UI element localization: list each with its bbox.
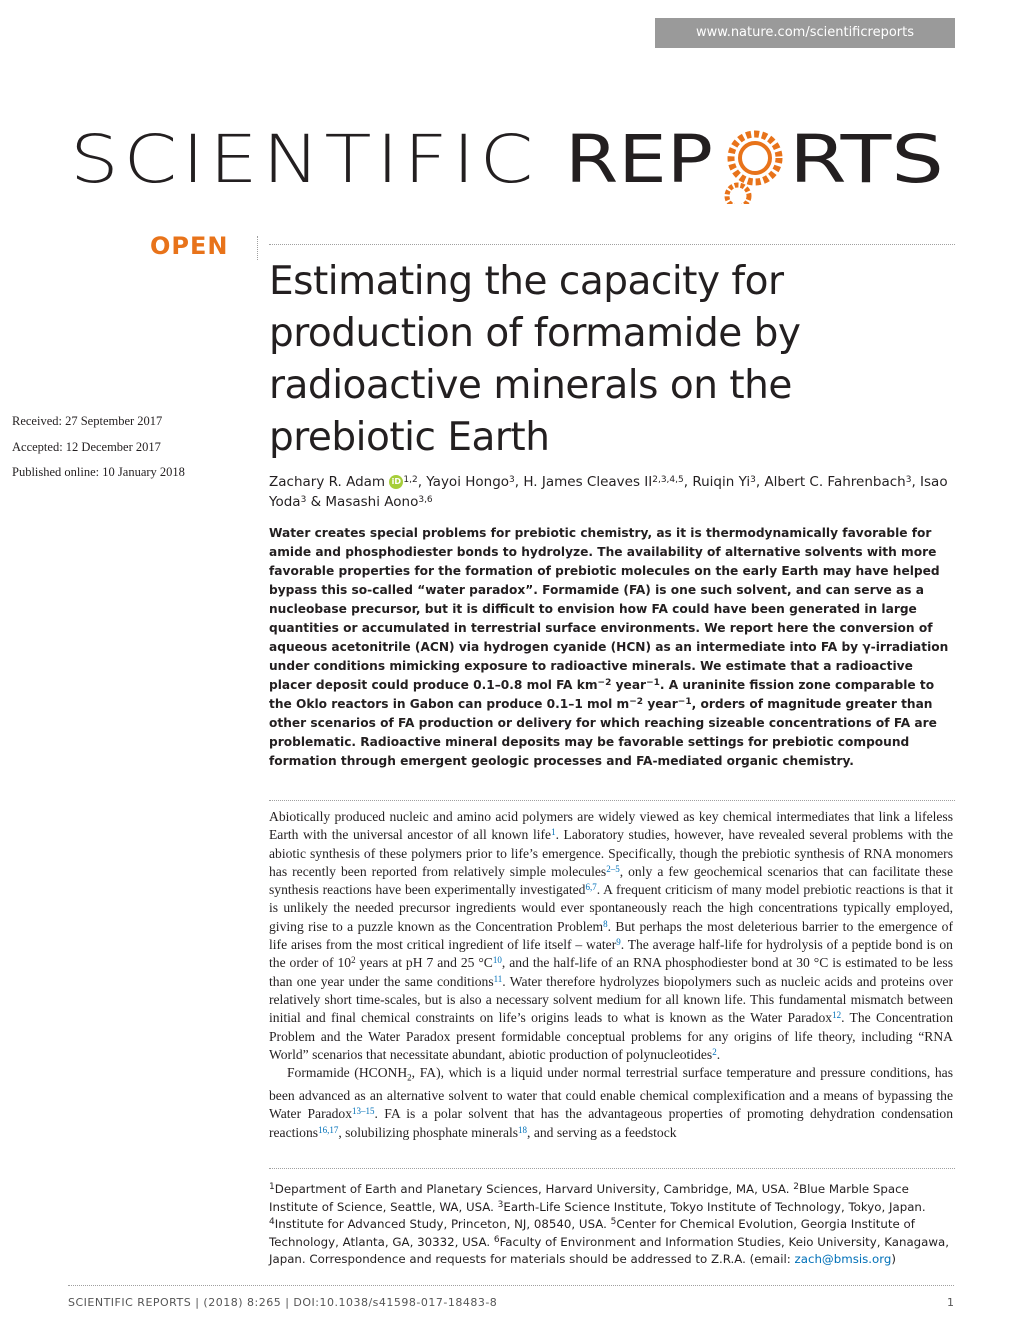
page-number: 1 (947, 1296, 954, 1309)
masthead-gear-icon (727, 134, 779, 204)
author-affil: 2,3,4,5 (652, 475, 684, 485)
author-name[interactable]: , Yayoi Hongo (417, 474, 510, 490)
abstract-text: Water creates special problems for prebiotic chemistry, as it is thermodynamically favorable for amide and phosphodiester bonds to hydrolyze. The availability of alternative solvents with more favorable properties for the formation of prebiotic molecules on the early Earth may have helped bypass this so-called “water paradox”. Formamide (FA) is one such solvent, and can serve as a nucleobase precursor, but it is difficult to envision how FA could have been generated in large quantities or accumulated in terrestrial surface environments. We report here the conversion of aqueous acetonitrile (ACN) via hydrogen cyanide (HCN) as an intermediate into FA by γ-irradiation under conditions mimicking exposure to radioactive minerals. We estimate that a radioactive placer deposit could produce 0.1–0.8 mol FA km (269, 526, 949, 692)
accepted-date: Accepted: 12 December 2017 (12, 440, 161, 454)
citation-link[interactable]: 11 (493, 973, 503, 984)
author-affil: 3 (509, 475, 515, 485)
abstract-text: year (611, 678, 647, 692)
citation-link[interactable]: 18 (518, 1124, 528, 1135)
author-name[interactable]: , Ruiqin Yi (683, 474, 751, 490)
body-paragraph: Abiotically produced nucleic and amino acid polymers are widely viewed as key chemical intermediates that link a lifeless Earth with the universal ancestor of all known life$^1$. Laboratory studies, however, have revealed several problems with the abiotic synthesis of these polymers prior to life’s emergence. Specifically, though the prebiotic synthesis of RNA monomers has recently been reported from relatively simple molecules$^{2-5}$, only a few geochemical scenarios that can facilitate these synthesis reactions have been experimentally investigated$^{6,7}$. A frequent criticism of many model prebiotic reactions is that it is unlikely the needed precursor ingredients would ever spontaneously reach the high concentrations typically employed, giving rise to a puzzle known as the Concentration Problem$^8$. But perhaps the most deleterious barrier to the emergence of life arises from the most critical ingredient of life itself – water$^9$. The average half-life for hydrolysis of a peptide bond is on the order of $10^2$ years at pH 7 and 25 °C$^{10}$, and the half-life of an RNA phosphodiester bond at 30 °C is estimated to be less than one year under the same conditions$^{11}$. Water therefore hydrolyzes biopolymers such as nucleic acids and proteins over relatively short time-scales, but is also a necessary solvent medium for all known life. This fundamental mismatch between initial and final chemical constraints on life’s origins leads to what is known as the Water Paradox$^{12}$. The Concentration Problem and the Water Paradox present formidable conceptual problems for any origins of life theory, including “RNA World” scenarios that necessitate abundant, abiotic production of polynucleotides$^2$. (269, 809, 954, 1062)
open-divider (257, 236, 258, 260)
author-affil: 3 (905, 475, 912, 485)
abstract-exponent: −1 (677, 697, 692, 707)
citation-link[interactable]: 1 (551, 827, 556, 838)
author-affil: 3 (750, 475, 756, 485)
masthead-word-rts: RTS (789, 121, 944, 198)
author-name[interactable]: Zachary R. Adam (269, 474, 386, 490)
affiliations: $^1$Department of Earth and Planetary Sciences, Harvard University, Cambridge, MA, USA. $^2$Blue Marble Space Institute of Science, Seattle, WA, USA. $^3$Earth-Life Science Institute, Tokyo Institute of Technology, Tokyo, Japan. $^4$Institute for Advanced Study, Princeton, NJ, 08540, USA. $^5$Center for Chemical Evolution, Georgia Institute of Technology, Atlanta, GA, 30332, USA. $^6$Faculty of Environment and Information Studies, Keio University, Kanagawa, Japan. Correspondence and requests for materials should be addressed to Z.R.A. (email: zach@bmsis.org) (269, 1182, 950, 1266)
received-date: Received: 27 September 2017 (12, 414, 163, 428)
journal-url-bar[interactable] (655, 18, 955, 48)
footer-journal: SCIENTIFIC REPORTS (68, 1296, 192, 1309)
abstract-text: year (643, 697, 678, 711)
article-title: Estimating the capacity for production of formamide by radioactive minerals on the prebiotic Earth (269, 259, 801, 460)
author-name[interactable]: , Albert C. Fahrenbach (755, 474, 906, 490)
citation-link[interactable]: 10 (492, 955, 502, 966)
author-name[interactable]: , H. James Cleaves II (514, 474, 653, 490)
abstract (269, 524, 953, 771)
abstract-text: , orders of magnitude greater than other scenarios of FA production or delivery for which reaching sizeable concentrations of FA are problematic. Radioactive mineral deposits may be favorable settings for prebiotic compound formation through emergent geologic processes and FA-mediated organic chemistry. (269, 697, 937, 768)
footer-rule (68, 1285, 954, 1286)
citation-link[interactable]: 16,17 (318, 1124, 339, 1135)
orcid-icon[interactable]: iD (389, 475, 403, 489)
citation-link[interactable]: 13–15 (352, 1106, 375, 1117)
abstract-text: . A uraninite fission zone comparable to the Oklo reactors in Gabon can produce 0.1–1 mol m (269, 678, 935, 711)
body-paragraph: Formamide ($HCONH_2$, FA), which is a liquid under normal terrestrial surface temperature and pressure conditions, has been advanced as an alternative solvent to water that could enable chemical complexification and a means of bypassing the Water Paradox$^{13-15}$. FA is a polar solvent that has the advantageous properties of promoting dehydration condensation reactions$^{16,17}$, solubilizing phosphate minerals$^{18}$, and serving as a feedstock (269, 1065, 953, 1140)
abstract-exponent: −2 (629, 697, 644, 707)
affiliations-rule (269, 1168, 955, 1169)
open-access-label: OPEN (150, 232, 229, 260)
author-name[interactable]: , Isao Yoda (269, 474, 948, 510)
citation-link[interactable]: 8 (603, 918, 608, 929)
abstract-exponent: −1 (646, 678, 660, 688)
body-rule (269, 800, 955, 801)
citation-link[interactable]: 9 (616, 937, 621, 948)
journal-url[interactable]: www.nature.com/scientificreports (695, 25, 914, 40)
article-body (269, 808, 953, 1142)
footer-doi[interactable]: | (2018) 8:265 | DOI:10.1038/s41598-017-18483-8 (191, 1296, 498, 1309)
citation-link[interactable]: 2–5 (606, 863, 620, 874)
author-affil: 1,2 (403, 475, 418, 485)
author-affil: 3,6 (418, 495, 433, 505)
citation-link[interactable]: 2 (712, 1046, 717, 1057)
author-list (269, 472, 969, 512)
title-rule (269, 244, 955, 245)
journal-masthead (62, 108, 962, 204)
abstract-exponent: −2 (597, 678, 612, 688)
footer-citation (68, 1296, 497, 1309)
citation-link[interactable]: 6,7 (585, 882, 597, 893)
email-link[interactable]: zach@bmsis.org (794, 1252, 892, 1266)
masthead-word-scientific: SCIENTIFIC (70, 121, 538, 198)
citation-link[interactable]: 12 (832, 1010, 842, 1021)
author-affil: 3 (300, 495, 307, 505)
published-date: Published online: 10 January 2018 (12, 465, 185, 479)
author-name[interactable]: & Masashi Aono (306, 494, 419, 510)
masthead-word-rep: REP (565, 121, 713, 198)
